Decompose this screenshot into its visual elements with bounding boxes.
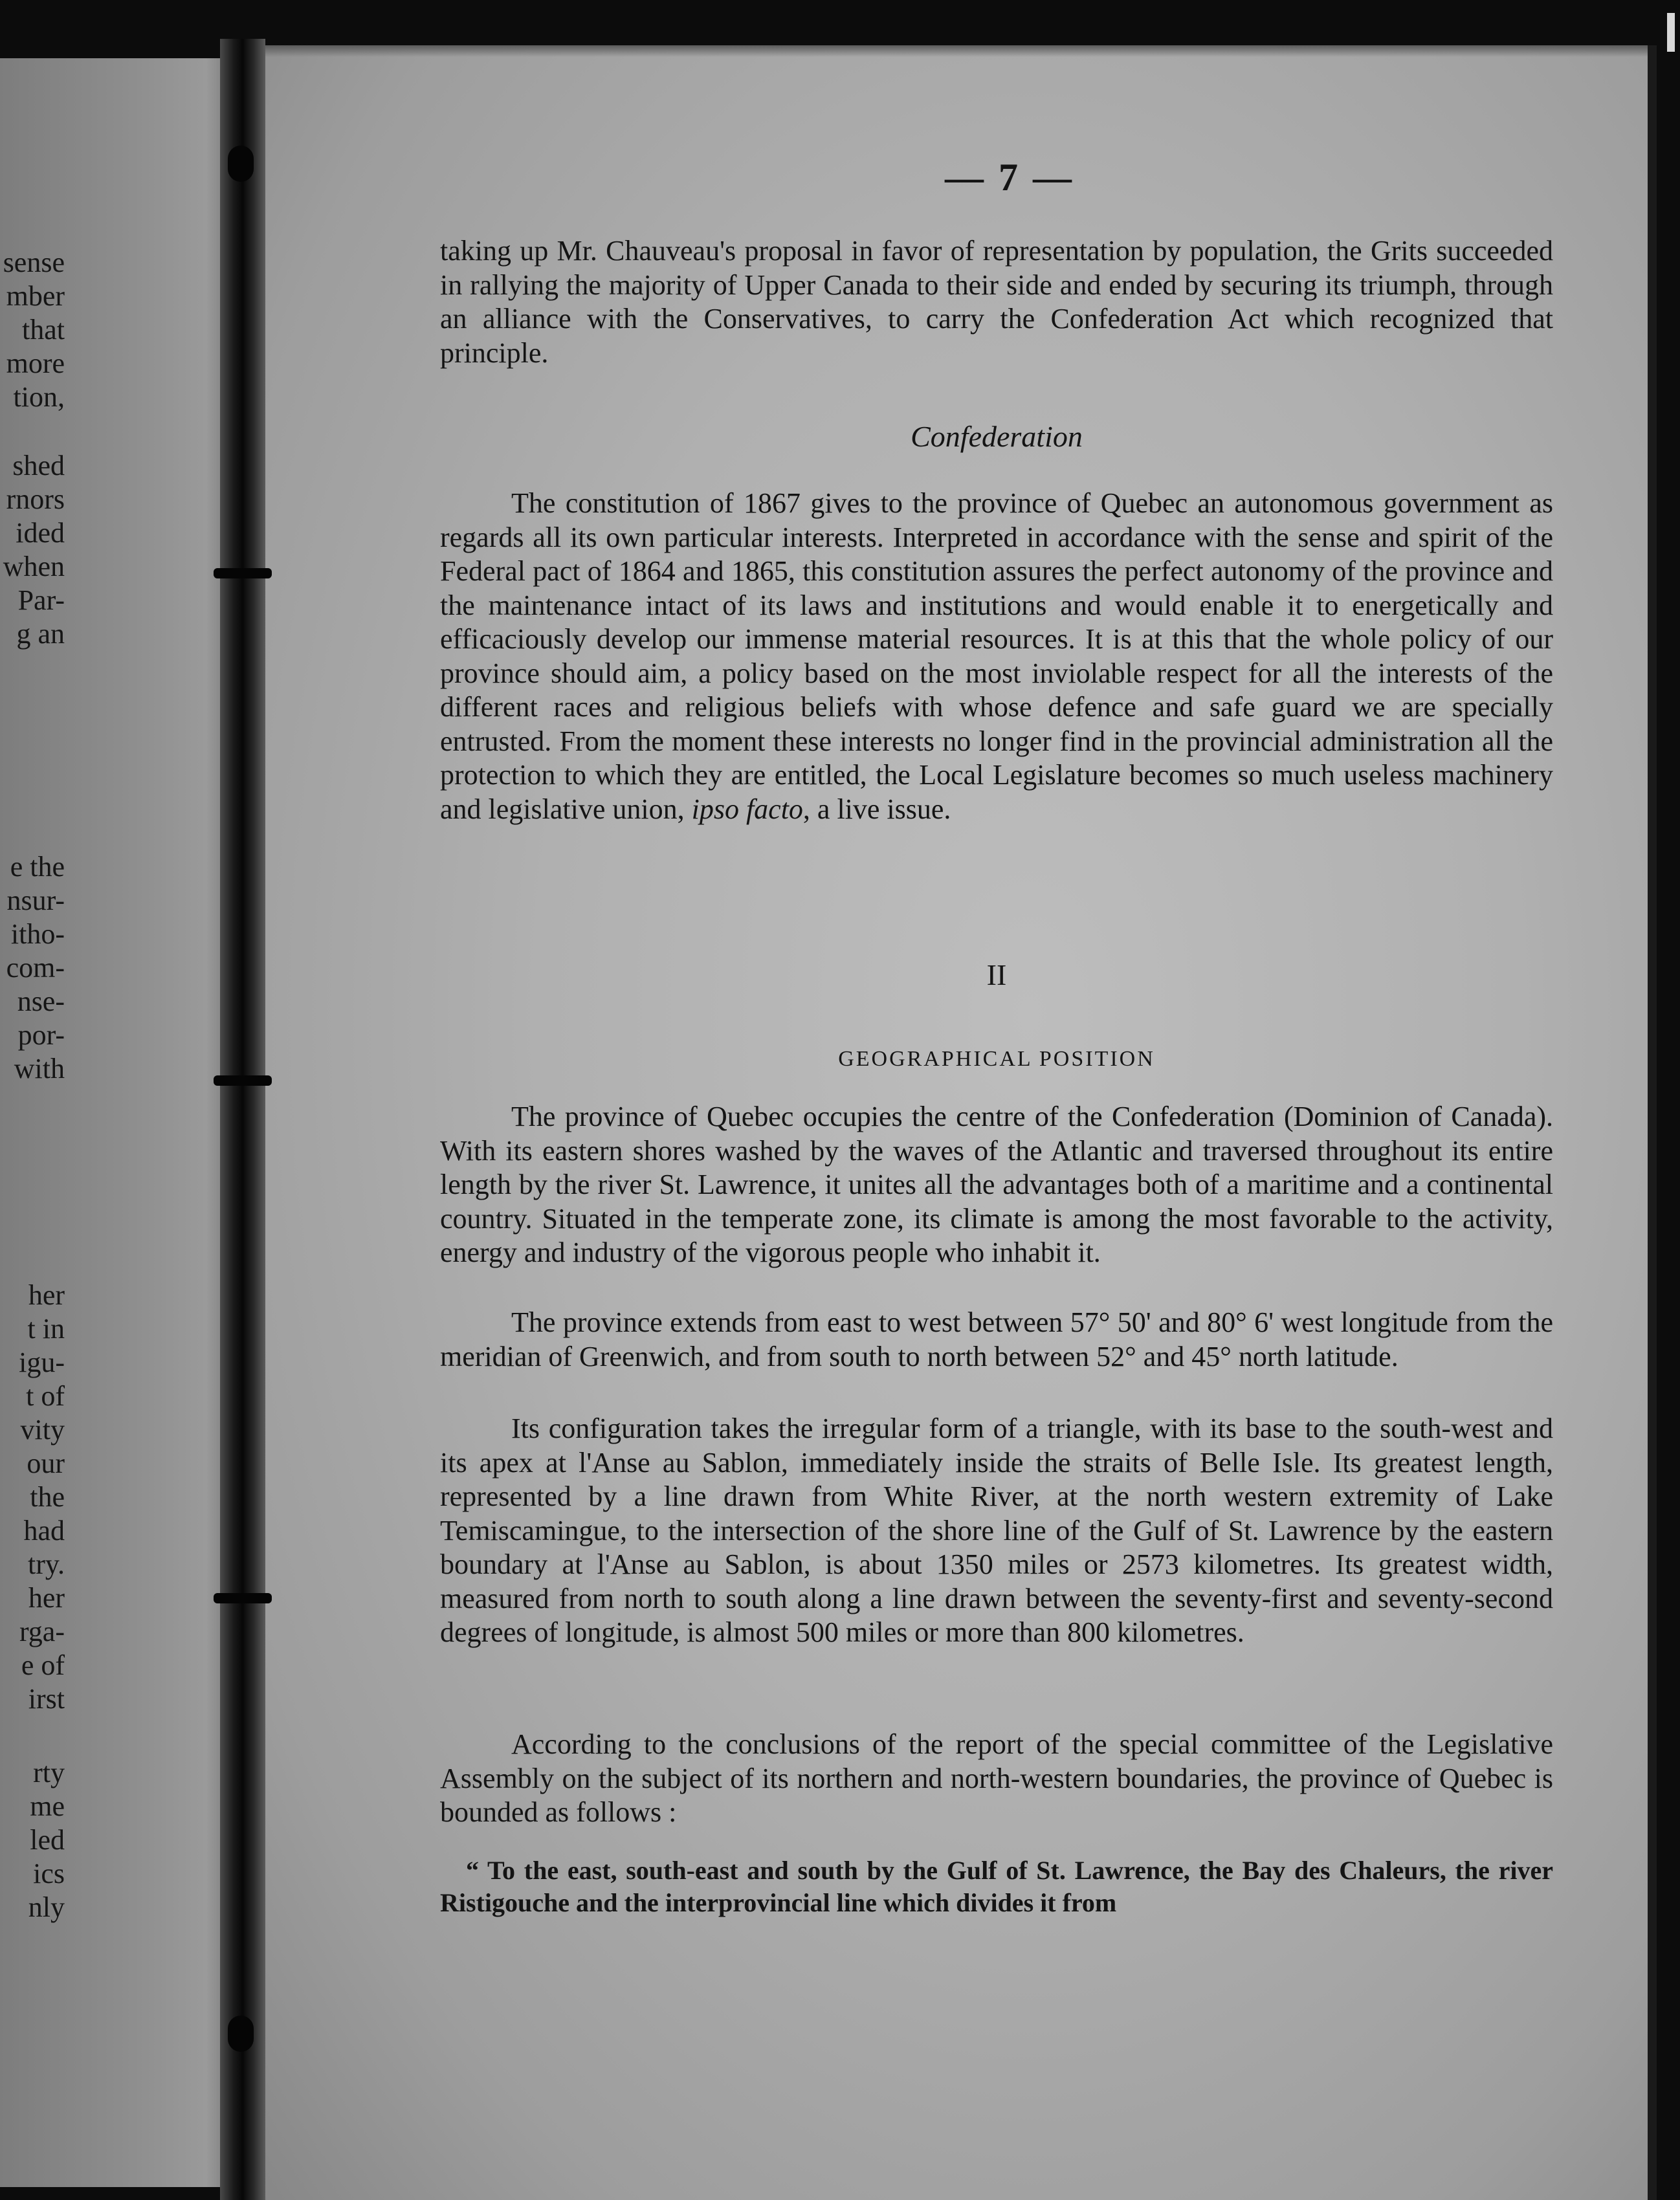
page-edge-shadow [262, 45, 1657, 57]
left-page-line: tion, [13, 381, 65, 413]
left-page-line: our [27, 1447, 65, 1479]
left-page-line: shed [12, 450, 65, 481]
left-page-line: e the [10, 851, 65, 883]
left-page-line: with [14, 1053, 65, 1084]
section-heading-geographical-position: GEOGRAPHICAL POSITION [838, 1047, 1155, 1071]
left-page-line: nly [28, 1891, 65, 1923]
left-page-line: mber [6, 280, 65, 312]
book-spine [220, 39, 265, 2200]
left-page-line: her [28, 1279, 65, 1311]
left-page-line: g an [16, 618, 65, 650]
paragraph-configuration: Its configuration takes the irregular form of a triangle, with its base to the south-west and its apex at l'Anse au Sablon, immediately inside the straits of Belle Isle. Its greatest length, represented by a line drawn from White River, at the north western extremity of Lake Temiscamingue, to the intersection of the shore line of the Gulf of St. Lawrence by the eastern boundary at l'Anse au Sablon, is about 1350 miles or 2573 kilometres. Its greatest width, measured from north to south along a line drawn between the seventy-first and seventy-second degrees of longitude, is almost 500 miles or more than 800 kilometres. [440, 1413, 1553, 1648]
left-page-line: rnors [6, 483, 65, 515]
paragraph-grits: taking up Mr. Chauveau's proposal in favor of representation by population, the Grits succeeded in rallying the majority of Upper Canada to their side and ended by securing its triumph, through an alliance with the Conservatives, to carry the Confederation Act which recognized that principle. [440, 235, 1553, 369]
left-page-line: ics [33, 1858, 65, 1889]
paragraph-extent: The province extends from east to west between 57° 50' and 80° 6' west longitude from the meridian of Greenwich, and from south to north between 52° and 45° north latitude. [440, 1306, 1553, 1372]
left-page-line: sense [3, 247, 65, 278]
left-page-line: the [30, 1481, 65, 1513]
left-page-line: her [28, 1582, 65, 1614]
section-heading-confederation: Confederation [911, 420, 1083, 453]
left-page-line: had [23, 1515, 65, 1546]
binding-stitch [228, 2016, 254, 2052]
left-page-line: com- [6, 952, 65, 984]
left-page-line: rga- [19, 1616, 65, 1647]
left-page-line: e of [21, 1649, 65, 1681]
left-page-line: t of [26, 1380, 65, 1412]
left-page-line: irst [28, 1683, 65, 1715]
left-page-line: more [6, 347, 65, 379]
binding-stitch [214, 1593, 272, 1603]
left-page-line: igu- [19, 1347, 65, 1378]
paragraph-constitution [440, 487, 1553, 826]
paragraph-text: The constitution of 1867 gives to the province of Quebec an autonomous government as regards all its own particular interests. Interpreted in accordance with the sense and spirit of the Federal pact of 1864 and 1865, this constitution assures the perfect autonomy of the province and the maintenance intact of its laws and institutions and would enable it to energetically and efficaciously develop our immense material resources. It is at this that the whole policy of our province should aim, a policy based on the most inviolable respect for all the interests of the different races and religious beliefs with whose defence and safe guard we are specially entrusted. From the moment these interests no longer find in the provincial administration all the protection to which they are entitled, the Local Legislature becomes so much useless machinery and legislative union, [440, 487, 1553, 825]
chapter-number: II [986, 958, 1007, 991]
italic-phrase: ipso facto [691, 793, 803, 825]
left-page-line: rty [33, 1757, 65, 1788]
page-number: — 7 — [945, 156, 1074, 199]
left-page-line: Par- [17, 584, 65, 616]
left-page-line: try. [27, 1548, 65, 1580]
left-page-line: t in [27, 1313, 65, 1345]
left-page-line: nse- [17, 985, 65, 1017]
paragraph-text-end: , a live issue. [802, 793, 951, 825]
left-page-line: when [3, 551, 65, 582]
left-page-line: itho- [10, 918, 65, 950]
left-page-fragment [0, 58, 243, 2187]
scan-corner-mark [1667, 13, 1675, 52]
left-page-line: vity [20, 1414, 65, 1446]
paragraph-centre: The province of Quebec occupies the centre of the Confederation (Dominion of Canada). With its eastern shores washed by the waves of the Atlantic and traversed throughout its entire length by the river St. Lawrence, it unites all the advantages both of a maritime and a continental country. Situated in the temperate zone, its climate is among the most favorable to the activity, energy and industry of the vigorous people who inhabit it. [440, 1101, 1553, 1268]
left-page-line: nsur- [6, 885, 65, 916]
boundary-quote: “ To the east, south-east and south by the Gulf of St. Lawrence, the Bay des Chaleurs, the river Ristigouche and the interprovincial line which divides it from [440, 1856, 1553, 1917]
binding-stitch [214, 568, 272, 578]
paragraph-boundaries: According to the conclusions of the report of the special committee of the Legislative Assembly on the subject of its northern and north-western boundaries, the province of Quebec is bounded as follows : [440, 1728, 1553, 1828]
left-page-line: por- [17, 1019, 65, 1051]
page-edge-border [1648, 45, 1657, 2200]
left-page-line: me [30, 1790, 65, 1822]
left-page-line: ided [16, 517, 65, 549]
binding-stitch [228, 146, 254, 182]
left-page-line: led [30, 1824, 65, 1856]
binding-stitch [214, 1075, 272, 1086]
left-page-line: that [22, 314, 65, 346]
